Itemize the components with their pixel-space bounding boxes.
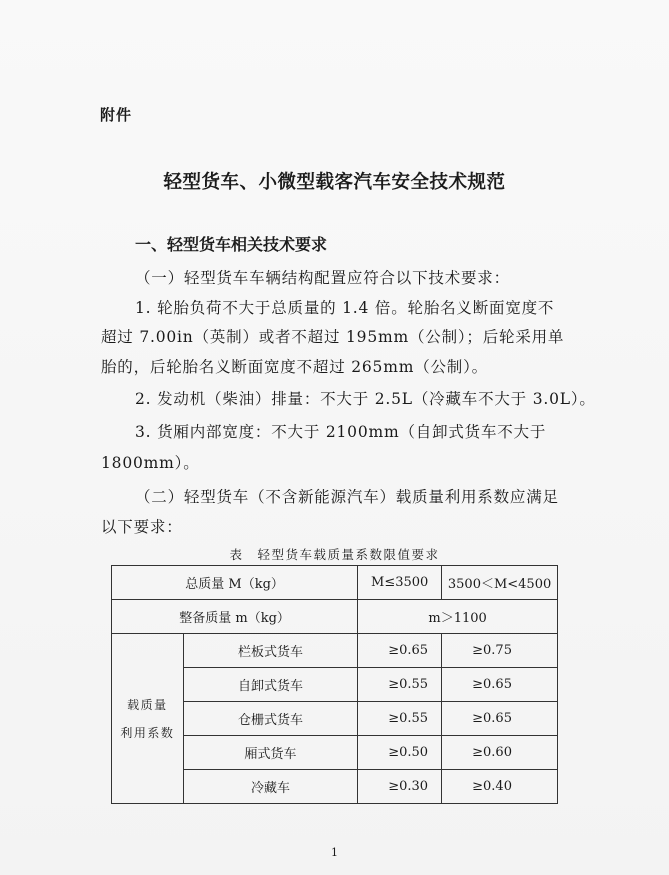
coef-value-2: ≥0.65 xyxy=(442,668,558,702)
section-heading: 一、轻型货车相关技术要求 xyxy=(135,235,328,254)
table-row xyxy=(112,634,558,668)
curb-mass-value: m＞1100 xyxy=(358,600,558,634)
coef-value-1: ≥0.30 xyxy=(358,770,442,804)
paragraph-cargo-width-line2: 1800mm）。 xyxy=(101,454,200,472)
attachment-label: 附件 xyxy=(100,106,133,124)
curb-mass-label: 整备质量 m（kg） xyxy=(112,600,358,634)
paragraph-structure-intro: （一）轻型货车车辆结构配置应符合以下技术要求： xyxy=(135,269,510,287)
coef-value-2: ≥0.75 xyxy=(442,634,558,668)
table-caption: 表 轻型货车载质量系数限值要求 xyxy=(229,547,440,562)
header-mass-range-2: 3500＜M<4500 xyxy=(442,566,558,600)
coef-value-1: ≥0.55 xyxy=(358,668,442,702)
group-label-line2: 利用系数 xyxy=(120,725,175,740)
paragraph-load-coef-line2: 以下要求： xyxy=(101,518,183,536)
paragraph-engine: 2. 发动机（柴油）排量：不大于 2.5L（冷藏车不大于 3.0L）。 xyxy=(135,390,596,408)
paragraph-tire-line3: 胎的，后轮胎名义断面宽度不超过 265mm（公制）。 xyxy=(101,358,488,376)
header-total-mass: 总质量 M（kg） xyxy=(112,566,358,600)
vehicle-type: 栏板式货车 xyxy=(183,634,357,668)
table-row xyxy=(112,566,558,600)
vehicle-type: 仓栅式货车 xyxy=(183,702,357,736)
document-title: 轻型货车、小微型载客汽车安全技术规范 xyxy=(163,172,506,193)
group-label-line1: 载质量 xyxy=(127,697,168,712)
vehicle-type: 自卸式货车 xyxy=(183,668,357,702)
paragraph-tire-line1: 1. 轮胎负荷不大于总质量的 1.4 倍。轮胎名义断面宽度不 xyxy=(135,299,555,317)
paragraph-load-coef-line1: （二）轻型货车（不含新能源汽车）载质量利用系数应满足 xyxy=(135,488,559,506)
load-coefficient-table xyxy=(111,565,558,804)
page-number: 1 xyxy=(331,846,338,859)
coef-value-1: ≥0.50 xyxy=(358,736,442,770)
coef-value-2: ≥0.40 xyxy=(442,770,558,804)
coef-value-1: ≥0.55 xyxy=(358,702,442,736)
coef-value-2: ≥0.60 xyxy=(442,736,558,770)
coef-value-2: ≥0.65 xyxy=(442,702,558,736)
header-mass-range-1: M≤3500 xyxy=(358,566,442,600)
paragraph-tire-line2: 超过 7.00in（英制）或者不超过 195mm（公制）；后轮采用单 xyxy=(101,328,565,346)
coef-value-1: ≥0.65 xyxy=(358,634,442,668)
vehicle-type: 厢式货车 xyxy=(183,736,357,770)
table-row xyxy=(112,600,558,634)
vehicle-type: 冷藏车 xyxy=(183,770,357,804)
group-label xyxy=(112,634,184,804)
paragraph-cargo-width-line1: 3. 货厢内部宽度：不大于 2100mm（自卸式货车不大于 xyxy=(135,423,547,441)
